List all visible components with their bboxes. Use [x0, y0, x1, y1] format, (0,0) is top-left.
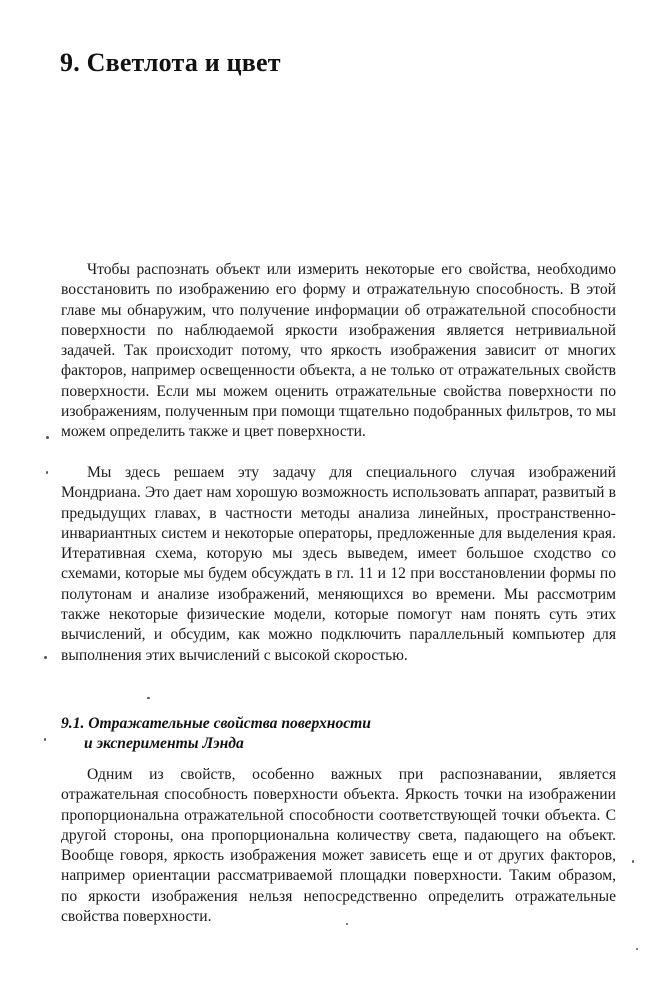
section-heading-line-2: и эксперименты Лэнда	[84, 734, 244, 752]
scan-speck	[346, 923, 348, 925]
scan-speck	[44, 738, 46, 741]
scan-speck	[46, 471, 48, 474]
paragraph-intro: Чтобы распознать объект или измерить некоторые его свойства, необходимо восстановить по изображению его форму и отражательную способность. В этой главе мы обнаружим, что получение информации об отражательной способности поверхности по наблюдаемой яркости изображения является нетривиальной задачей. Так происходит потому, что яркость изображения зависит от многих факторов, например освещенности объекта, а не только от отражательных свойств поверхности. Если мы можем оценить отражательные свойства поверхности по изображениям, полученным при помощи тщательно подобранных фильтров, то мы можем определить также и цвет поверхности.	[61, 261, 616, 441]
section-heading	[61, 714, 371, 753]
paragraph-reflectance: Одним из свойств, особенно важных при распознавании, является отражательная способность поверхности объекта. Яркость точки на изображении пропорциональна отражательной способности соответствующей точки объекта. С другой стороны, она пропорциональна количеству света, падающего на объект. Вообще говоря, яркость изображения может зависеть еще и от других факторов, например ориентации рассматриваемой площадки поверхности. Таким образом, по яркости изображения нельзя непосредственно определить отражательные свойства поверхности.	[61, 766, 616, 926]
scan-speck	[44, 656, 47, 659]
scan-speck	[632, 860, 634, 863]
scan-speck	[147, 697, 150, 699]
scan-speck	[46, 436, 49, 439]
paragraph-mondrian: Мы здесь решаем эту задачу для специального случая изображений Мондриана. Это дает нам хорошую возможность использовать аппарат, развитый в предыдущих главах, в частности методы анализа линейных, пространственно-инвариантных систем и некоторые операторы, предложенные для выделения края. Итеративная схема, которую мы здесь выведем, имеет большое сходство со схемами, которые мы будем обсуждать в гл. 11 и 12 при восстановлении формы по полутонам и анализе изображений, меняющихся во времени. Мы рассмотрим также некоторые физические модели, которые помогут нам понять суть этих вычислений, и обсудим, как можно подключить параллельный компьютер для выполнения этих вычислений с высокой скоростью.	[61, 464, 616, 664]
scan-speck	[636, 948, 638, 950]
chapter-title: 9. Светлота и цвет	[60, 48, 281, 77]
section-heading-line-1: 9.1. Отражательные свойства поверхности	[61, 715, 371, 732]
